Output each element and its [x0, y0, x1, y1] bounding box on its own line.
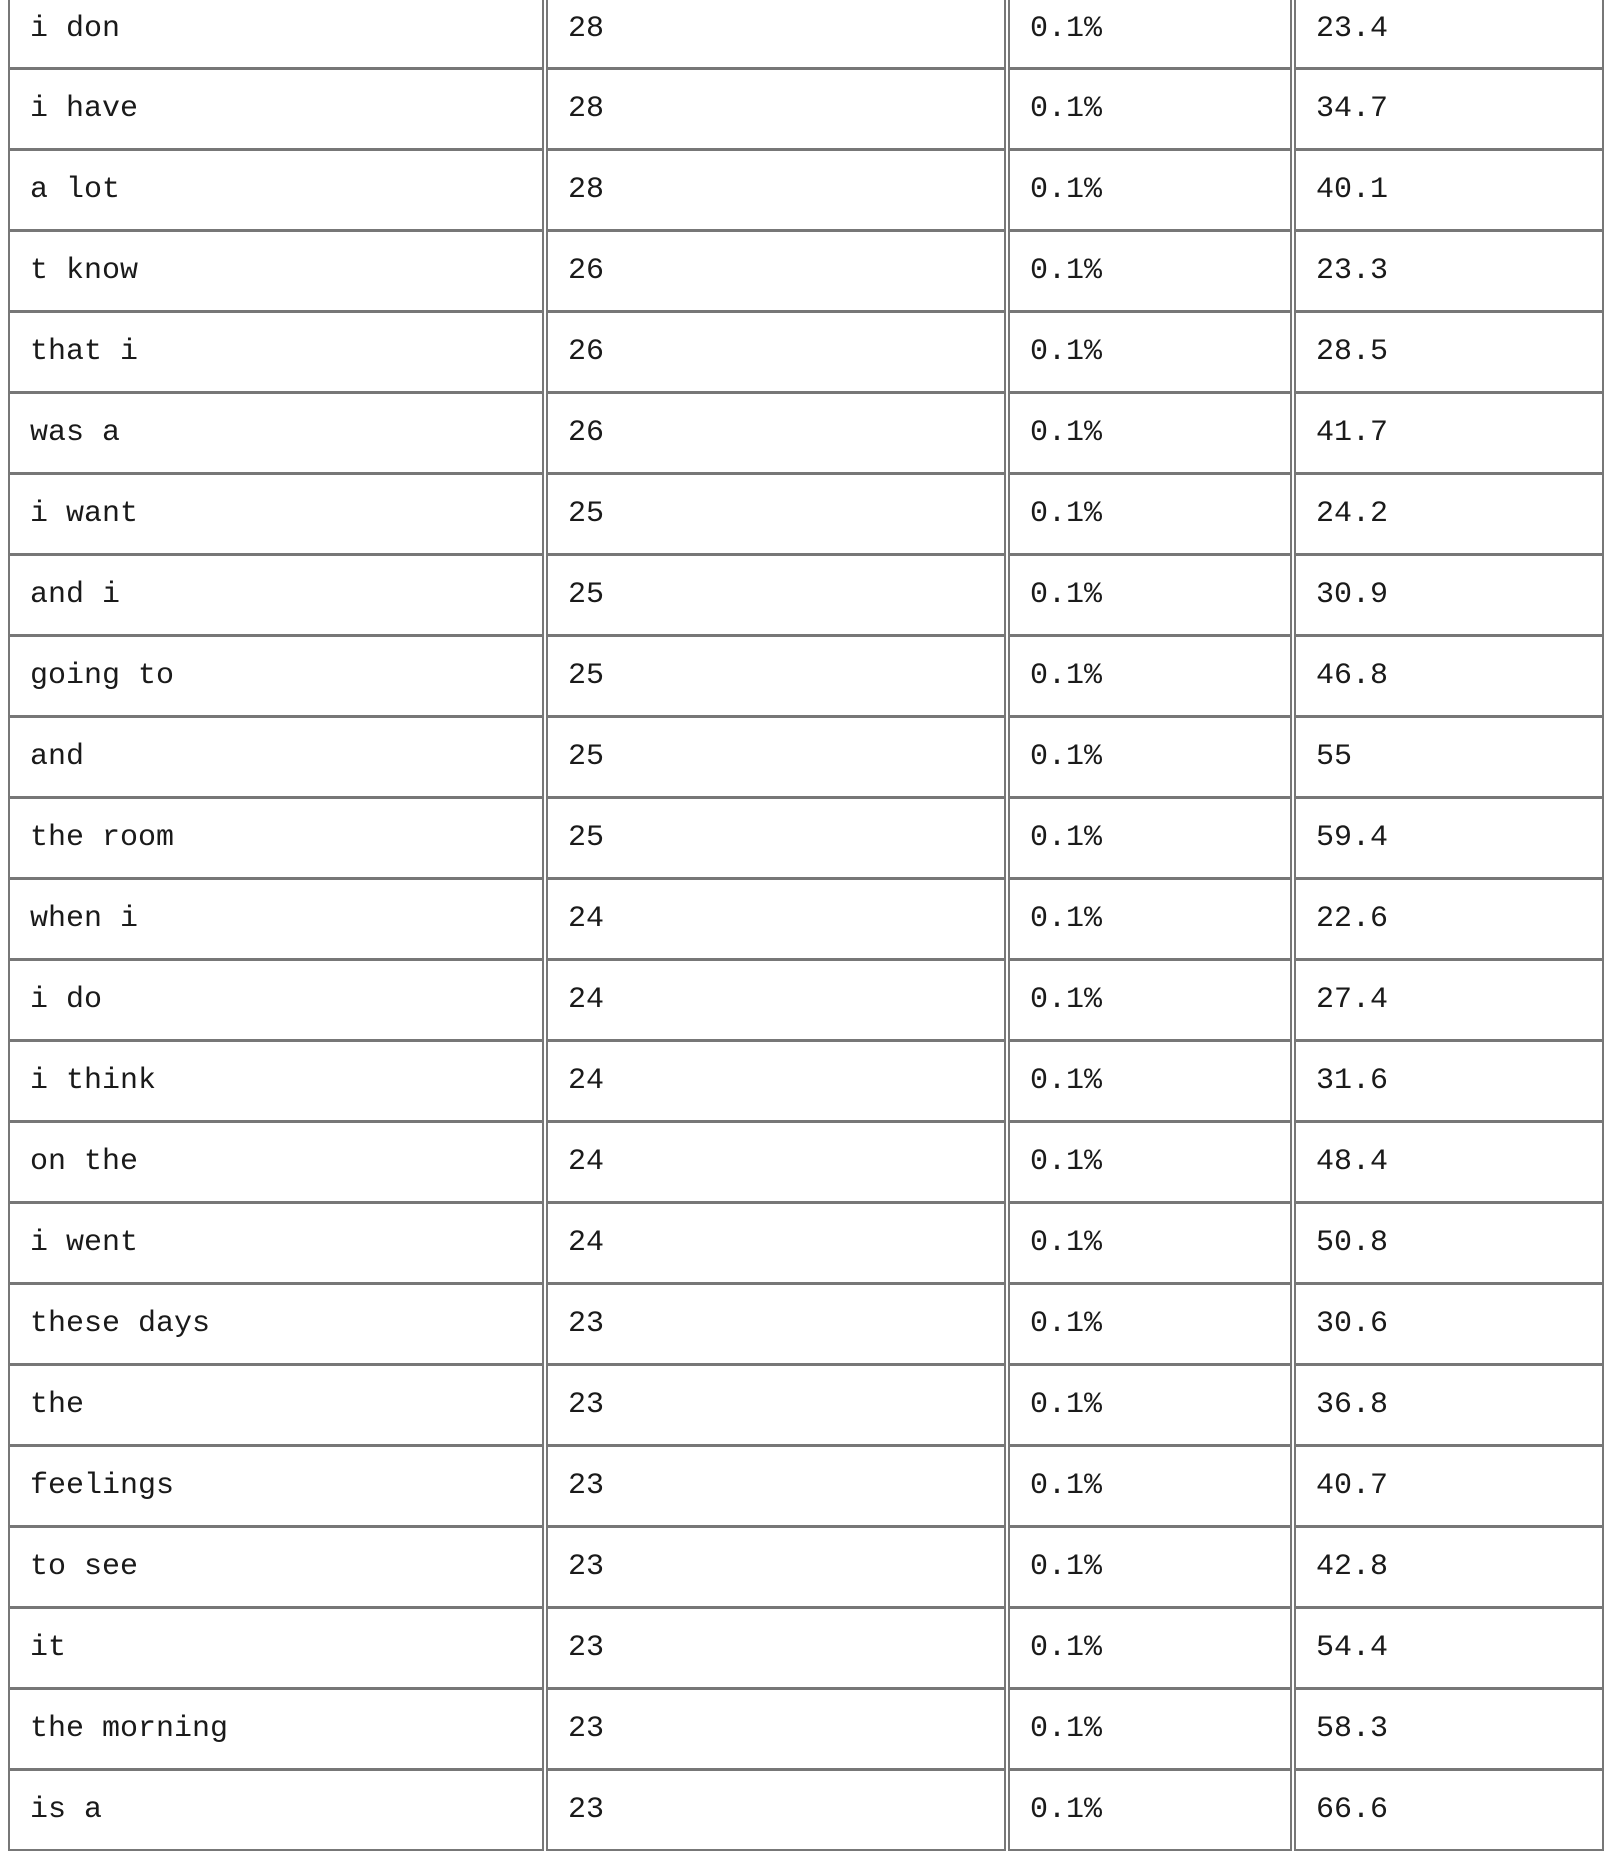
phrase-cell: these days: [8, 1284, 544, 1365]
phrase-cell: feelings: [8, 1446, 544, 1527]
table-row: [8, 0, 1604, 69]
value-cell: 31.6: [1294, 1041, 1604, 1122]
count-cell: 23: [546, 1365, 1006, 1446]
phrase-cell: i do: [8, 960, 544, 1041]
value-cell: 41.7: [1294, 393, 1604, 474]
value-cell: 59.4: [1294, 798, 1604, 879]
percent-cell: 0.1%: [1008, 1689, 1292, 1770]
count-cell: 23: [546, 1284, 1006, 1365]
percent-cell: 0.1%: [1008, 69, 1292, 150]
value-cell: 27.4: [1294, 960, 1604, 1041]
table-row: [8, 1446, 1604, 1527]
value-cell: 22.6: [1294, 879, 1604, 960]
count-cell: 26: [546, 231, 1006, 312]
value-cell: 66.6: [1294, 1770, 1604, 1851]
value-cell: 54.4: [1294, 1608, 1604, 1689]
percent-cell: 0.1%: [1008, 1203, 1292, 1284]
value-cell: 23.3: [1294, 231, 1604, 312]
table-body: [8, 0, 1604, 1851]
table-row: [8, 69, 1604, 150]
count-cell: 26: [546, 312, 1006, 393]
table-row: [8, 879, 1604, 960]
value-cell: 40.1: [1294, 150, 1604, 231]
value-cell: 46.8: [1294, 636, 1604, 717]
phrase-cell: i went: [8, 1203, 544, 1284]
count-cell: 25: [546, 555, 1006, 636]
value-cell: 42.8: [1294, 1527, 1604, 1608]
phrase-cell: and i: [8, 555, 544, 636]
percent-cell: 0.1%: [1008, 1770, 1292, 1851]
table-row: [8, 555, 1604, 636]
value-cell: 34.7: [1294, 69, 1604, 150]
phrase-cell: i have: [8, 69, 544, 150]
phrase-cell: t know: [8, 231, 544, 312]
phrase-cell: the morning: [8, 1689, 544, 1770]
count-cell: 23: [546, 1608, 1006, 1689]
table-row: [8, 1041, 1604, 1122]
phrase-cell: on the: [8, 1122, 544, 1203]
percent-cell: 0.1%: [1008, 717, 1292, 798]
count-cell: 25: [546, 717, 1006, 798]
table-row: [8, 393, 1604, 474]
value-cell: 40.7: [1294, 1446, 1604, 1527]
percent-cell: 0.1%: [1008, 1527, 1292, 1608]
table-row: [8, 798, 1604, 879]
count-cell: 23: [546, 1770, 1006, 1851]
table-row: [8, 474, 1604, 555]
value-cell: 23.4: [1294, 0, 1604, 69]
percent-cell: 0.1%: [1008, 0, 1292, 69]
table-row: [8, 1203, 1604, 1284]
value-cell: 28.5: [1294, 312, 1604, 393]
value-cell: 36.8: [1294, 1365, 1604, 1446]
phrase-frequency-table-container: [6, 0, 1606, 1851]
percent-cell: 0.1%: [1008, 1608, 1292, 1689]
phrase-cell: was a: [8, 393, 544, 474]
percent-cell: 0.1%: [1008, 798, 1292, 879]
phrase-cell: i think: [8, 1041, 544, 1122]
count-cell: 26: [546, 393, 1006, 474]
count-cell: 25: [546, 474, 1006, 555]
phrase-cell: i don: [8, 0, 544, 69]
percent-cell: 0.1%: [1008, 1365, 1292, 1446]
percent-cell: 0.1%: [1008, 1284, 1292, 1365]
percent-cell: 0.1%: [1008, 1041, 1292, 1122]
count-cell: 25: [546, 636, 1006, 717]
table-row: [8, 1527, 1604, 1608]
percent-cell: 0.1%: [1008, 636, 1292, 717]
count-cell: 28: [546, 0, 1006, 69]
phrase-cell: going to: [8, 636, 544, 717]
count-cell: 23: [546, 1527, 1006, 1608]
table-row: [8, 1770, 1604, 1851]
count-cell: 23: [546, 1689, 1006, 1770]
percent-cell: 0.1%: [1008, 1446, 1292, 1527]
value-cell: 58.3: [1294, 1689, 1604, 1770]
value-cell: 24.2: [1294, 474, 1604, 555]
phrase-cell: a lot: [8, 150, 544, 231]
value-cell: 30.9: [1294, 555, 1604, 636]
value-cell: 48.4: [1294, 1122, 1604, 1203]
percent-cell: 0.1%: [1008, 960, 1292, 1041]
value-cell: 55: [1294, 717, 1604, 798]
count-cell: 24: [546, 1203, 1006, 1284]
table-row: [8, 1122, 1604, 1203]
count-cell: 25: [546, 798, 1006, 879]
table-row: [8, 1284, 1604, 1365]
count-cell: 23: [546, 1446, 1006, 1527]
count-cell: 24: [546, 960, 1006, 1041]
percent-cell: 0.1%: [1008, 393, 1292, 474]
phrase-cell: when i: [8, 879, 544, 960]
table-row: [8, 150, 1604, 231]
table-row: [8, 1365, 1604, 1446]
phrase-cell: i want: [8, 474, 544, 555]
phrase-cell: that i: [8, 312, 544, 393]
percent-cell: 0.1%: [1008, 231, 1292, 312]
table-row: [8, 1608, 1604, 1689]
percent-cell: 0.1%: [1008, 312, 1292, 393]
table-row: [8, 717, 1604, 798]
count-cell: 28: [546, 69, 1006, 150]
table-row: [8, 636, 1604, 717]
count-cell: 24: [546, 1122, 1006, 1203]
phrase-cell: is a: [8, 1770, 544, 1851]
count-cell: 24: [546, 879, 1006, 960]
table-row: [8, 231, 1604, 312]
table-row: [8, 1689, 1604, 1770]
value-cell: 50.8: [1294, 1203, 1604, 1284]
percent-cell: 0.1%: [1008, 150, 1292, 231]
percent-cell: 0.1%: [1008, 474, 1292, 555]
value-cell: 30.6: [1294, 1284, 1604, 1365]
phrase-cell: the: [8, 1365, 544, 1446]
percent-cell: 0.1%: [1008, 1122, 1292, 1203]
phrase-cell: it: [8, 1608, 544, 1689]
count-cell: 24: [546, 1041, 1006, 1122]
count-cell: 28: [546, 150, 1006, 231]
phrase-frequency-table: [6, 0, 1606, 1851]
table-row: [8, 312, 1604, 393]
phrase-cell: and: [8, 717, 544, 798]
percent-cell: 0.1%: [1008, 879, 1292, 960]
phrase-cell: the room: [8, 798, 544, 879]
table-row: [8, 960, 1604, 1041]
percent-cell: 0.1%: [1008, 555, 1292, 636]
phrase-cell: to see: [8, 1527, 544, 1608]
